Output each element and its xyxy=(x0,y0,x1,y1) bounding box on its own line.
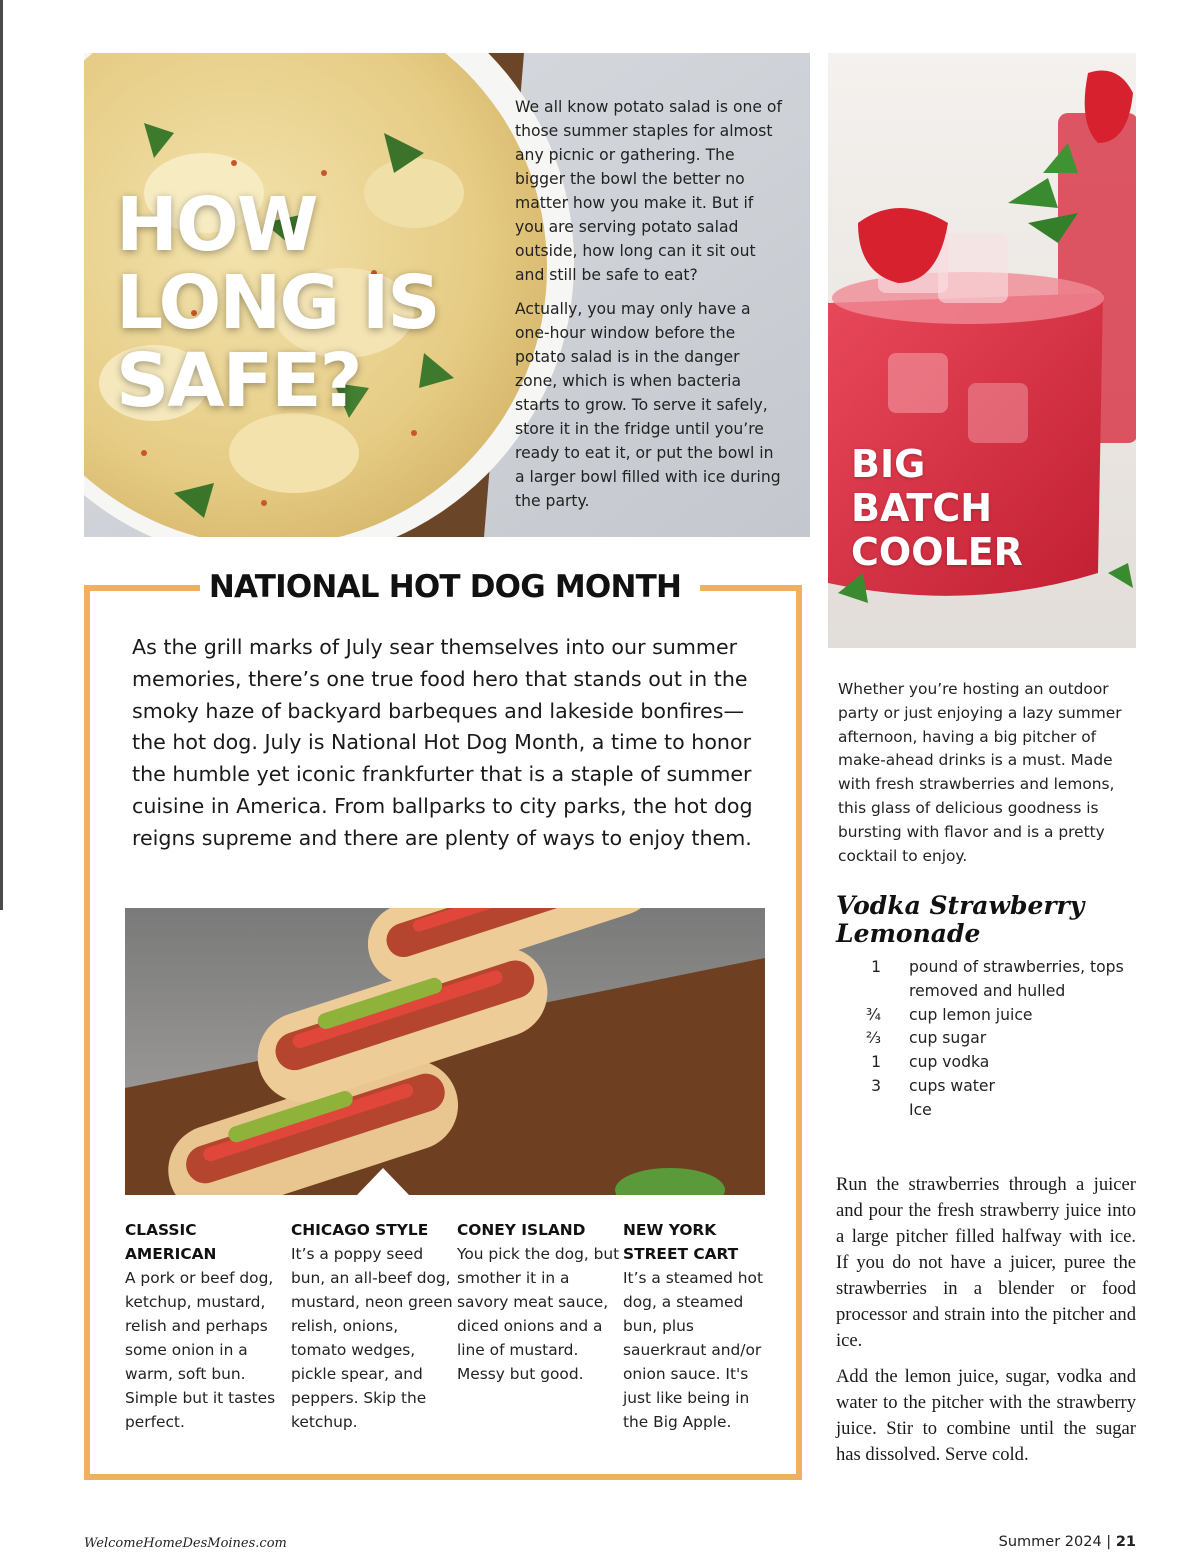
ingredient-list xyxy=(836,956,1136,1123)
ingredient-text: Ice xyxy=(909,1100,932,1119)
ingredient-qty: 1 xyxy=(871,1053,881,1072)
style-classic-american xyxy=(125,1218,291,1434)
style-description: It’s a poppy seed bun, an all-beef dog, mustard, neon green relish, onions, tomato wedges, pickle spear, and peppers. Skip the ketchup. xyxy=(291,1245,453,1431)
style-name: CHICAGO STYLE xyxy=(291,1221,429,1239)
hot-dog-heading-pre: NATIONAL xyxy=(208,569,389,605)
ingredient-text: cup lemon juice xyxy=(909,1005,1033,1024)
drink-title-line-1: BIG xyxy=(851,442,926,486)
ingredient-text: cup vodka xyxy=(909,1053,990,1072)
page-number: 21 xyxy=(1115,1534,1136,1550)
style-name: CONEY ISLAND xyxy=(457,1221,586,1239)
footer-page-info xyxy=(999,1534,1136,1550)
hot-dogs-photo xyxy=(125,908,765,1195)
footer-issue: Summer 2024 xyxy=(998,1534,1102,1550)
potato-salad-headline xyxy=(116,182,496,424)
potato-title-line-1: HOW xyxy=(116,182,317,268)
recipe-title: Vodka Strawberry Lemonade xyxy=(836,891,1085,948)
potato-salad-body xyxy=(515,95,785,523)
style-description: You pick the dog, but smother it in a savory meat sauce, diced onions and a line of mustard. Messy but good. xyxy=(457,1245,620,1383)
page-edge-bar xyxy=(0,0,3,910)
ingredient-text: cup sugar xyxy=(909,1029,987,1048)
ingredient-text: pound of strawberries, tops removed and hulled xyxy=(909,958,1124,1000)
ingredient-item xyxy=(836,956,1136,1004)
style-name: CLASSIC AMERICAN xyxy=(125,1221,217,1263)
potato-paragraph-1: We all know potato salad is one of those summer staples for almost any picnic or gathering. The bigger the bowl the better no matter how you make it. But if you are serving potato salad outside, how long can it sit out and still be safe to eat? xyxy=(515,98,782,284)
drink-intro-paragraph: Whether you’re hosting an outdoor party or just enjoying a lazy summer afternoon, having a big pitcher of make-ahead drinks is a must. Made with fresh strawberries and lemons, this glass of delicious goodness is bursting with flavor and is a pretty cocktail to enjoy. xyxy=(838,680,1122,865)
hot-dog-heading xyxy=(200,566,690,608)
ingredient-item xyxy=(836,1027,1136,1051)
ingredient-item xyxy=(836,1099,1136,1123)
ingredient-text: cups water xyxy=(909,1076,995,1095)
style-chicago xyxy=(291,1218,457,1434)
recipe-directions xyxy=(836,1172,1136,1478)
direction-step-2: Add the lemon juice, sugar, vodka and water to the pitcher with the strawberry juice. Stir to combine until the sugar has dissolved. Serve cold. xyxy=(836,1366,1136,1465)
footer-separator: | xyxy=(1101,1534,1116,1550)
ingredient-qty xyxy=(836,1099,909,1123)
drink-title-line-3: COOLER xyxy=(851,530,1023,574)
style-name: NEW YORK STREET CART xyxy=(623,1221,739,1263)
footer-website: WelcomeHomeDesMoines.com xyxy=(84,1536,287,1551)
direction-step-1: Run the strawberries through a juicer and pour the fresh strawberry juice into a large pitcher filled halfway with ice. If you do not have a juicer, puree the strawberries in a blender or food processor and strain into the pitcher and ice. xyxy=(836,1174,1136,1351)
ingredient-qty: 1 xyxy=(871,958,881,976)
ingredient-qty: 3 xyxy=(871,1076,881,1095)
ingredient-qty: ⅔ xyxy=(865,1029,881,1048)
drink-headline xyxy=(851,442,1121,574)
ingredient-item xyxy=(836,1051,1136,1075)
ingredient-item xyxy=(836,1004,1136,1028)
hot-dog-styles xyxy=(125,1218,775,1434)
style-description: It’s a steamed hot dog, a steamed bun, plus sauerkraut and/or onion sauce. It's just like being in the Big Apple. xyxy=(623,1269,763,1431)
drink-title-line-2: BATCH xyxy=(851,486,993,530)
box-top-border-left xyxy=(84,585,204,591)
box-top-border-right xyxy=(700,585,802,591)
hot-dog-intro: As the grill marks of July sear themselves into our summer memories, there’s one true food hero that stands out in the smoky haze of backyard barbeques and lakeside bonfires—the hot dog. July is National Hot Dog Month, a time to honor the humble yet iconic frankfurter that is a staple of summer cuisine in America. From ballparks to city parks, the hot dog reigns supreme and there are plenty of ways to enjoy them. xyxy=(132,635,753,850)
potato-title-line-2: LONG IS xyxy=(116,260,439,346)
style-new-york xyxy=(623,1218,773,1434)
potato-title-line-3: SAFE? xyxy=(116,338,361,424)
ingredient-item xyxy=(836,1075,1136,1099)
style-coney-island xyxy=(457,1218,623,1434)
style-description: A pork or beef dog, ketchup, mustard, relish and perhaps some onion in a warm, soft bun. Simple but it tastes perfect. xyxy=(125,1269,276,1431)
potato-paragraph-2: Actually, you may only have a one-hour window before the potato salad is in the danger zone, which is when bacteria starts to grow. To serve it safely, store it in the fridge until you’re ready to eat it, or put the bowl in a larger bowl filled with ice during the party. xyxy=(515,300,781,510)
hot-dog-heading-bold: HOT DOG xyxy=(388,569,545,605)
hot-dog-heading-post: MONTH xyxy=(544,569,682,605)
ingredient-qty: ¾ xyxy=(865,1005,881,1024)
